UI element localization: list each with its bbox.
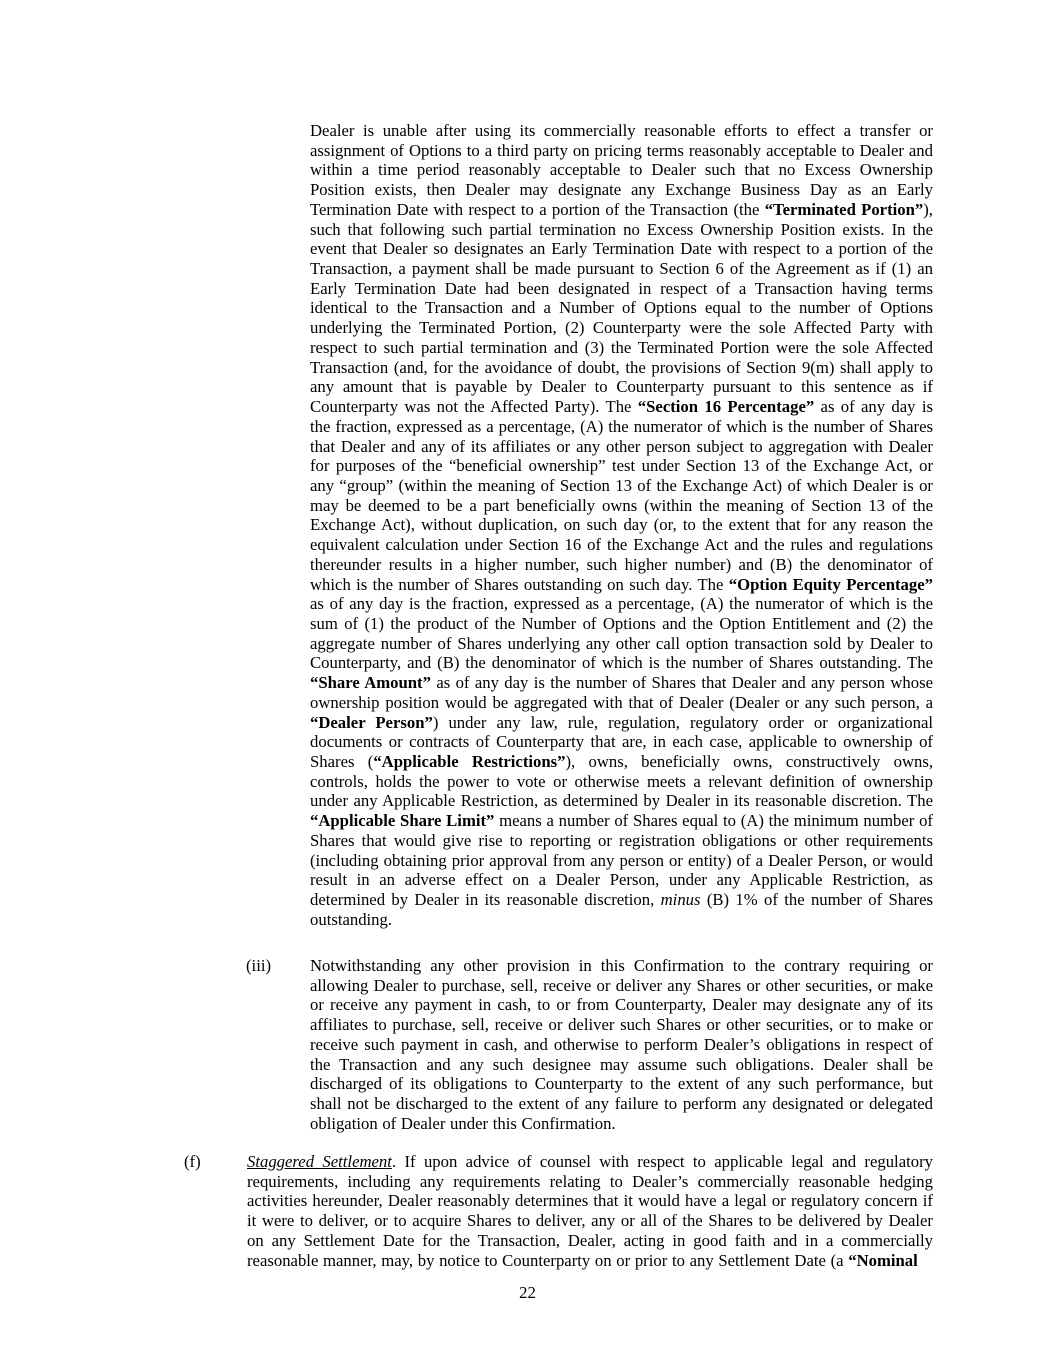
- text-segment: “Nominal: [848, 1250, 918, 1270]
- text-segment: minus: [660, 890, 701, 910]
- text-segment: . If upon advice of counsel with respect to applicable legal and regulatory requirements, including any requirements relating to Dealer’s commercially reasonable hedging activities hereunder, Dealer reasonably determines that it would have a legal or regulatory concern if it were to deliver, or to acquire Shares to deliver, any or all of the Shares to be delivered by Dealer on any Settlement Date for the Transaction, Dealer, acting in good faith and in a commercially reasonable manner, may, by notice to Counterparty on or prior to any Settlement Date (a: [247, 1152, 933, 1270]
- page-number: 22: [519, 1283, 536, 1302]
- text-segment: “Applicable Share Limit”: [310, 811, 495, 831]
- text-segment: as of any day is the fraction, expressed as a percentage, (A) the numerator of which is the number of Shares that Dealer and any of its affiliates or any other person subject to aggregation with Dealer for purposes of the “beneficial ownership” test under Section 13 of the Exchange Act, or any “group” (within the meaning of Section 13 of the Exchange Act) of which Dealer is or may be deemed to be a part beneficially owns (within the meaning of Section 13 of the Exchange Act), without duplication, on such day (or, to the extent that for any reason the equivalent calculation under Section 16 of the Exchange Act and the rules and regulations thereunder results in a higher number, such higher number) and (B) the denominator of which is the number of Shares outstanding on such day. The: [310, 397, 933, 594]
- paragraph-termination-definitions: [310, 121, 933, 929]
- text-segment: ), such that following such partial termination no Excess Ownership Position exists. In the event that Dealer so designates an Early Termination Date with respect to a portion of the Transaction, a payment shall be made pursuant to Section 6 of the Agreement as if (1) an Early Termination Date had been designated in respect of a Transaction having terms identical to the Transaction and a Number of Options equal to the number of Options underlying the Terminated Portion, (2) Counterparty were the sole Affected Party with respect to such partial termination and (3) the Terminated Portion were the sole Affected Transaction (and, for the avoidance of doubt, the provisions of Section 9(m) shall apply to any amount that is payable by Dealer to Counterparty pursuant to this sentence as if Counterparty was not the Affected Party). The: [310, 199, 933, 417]
- text-segment: “Applicable Restrictions”: [373, 752, 566, 771]
- list-marker-iii: (iii): [246, 956, 272, 975]
- text-segment: ) under any law, rule, regulation, regulatory order or organizational documents or contracts of Counterparty that are, in each case, applicable to ownership of Shares (: [310, 712, 933, 771]
- text-segment: Notwithstanding any other provision in this Confirmation to the contrary requiring or allowing Dealer to purchase, sell, receive or deliver any Shares or other securities, or make or receive any payment in cash, to or from Counterparty, Dealer may designate any of its affiliates to purchase, sell, receive or deliver such Shares or other securities, or to make or receive such payment in cash, and otherwise to perform Dealer’s obligations in respect of the Transaction and any such designee may assume such obligations. Dealer shall be discharged of its obligations to Counterparty to the extent of any such performance, but shall not be discharged to the extent of any failure to perform any designated or delegated obligation of Dealer under this Confirmation.: [310, 956, 933, 1133]
- text-segment: as of any day is the fraction, expressed as a percentage, (A) the numerator of which is the sum of (1) the product of the Number of Options and the Option Entitlement and (2) the aggregate number of Shares underlying any other call option transaction sold by Dealer to Counterparty, and (B) the denominator of which is the number of Shares outstanding. The: [310, 594, 933, 673]
- list-marker-f: (f): [184, 1152, 201, 1171]
- text-segment: Dealer is unable after using its commercially reasonable efforts to effect a transfer or assignment of Options to a third party on pricing terms reasonably acceptable to Dealer and within a time period reasonably acceptable to Dealer such that no Excess Ownership Position exists, then Dealer may designate any Exchange Business Day as an Early Termination Date with respect to a portion of the Transaction (the: [310, 121, 933, 219]
- text-segment: (B) 1% of the number of Shares outstanding.: [310, 890, 933, 929]
- text-segment: “Option Equity Percentage”: [728, 574, 933, 594]
- paragraph-designee-provision: [310, 956, 933, 1133]
- text-segment: means a number of Shares equal to (A) the minimum number of Shares that would give rise to reporting or registration obligations or other requirements (including obtaining prior approval from any person or entity) of a Dealer Person, or would result in an adverse effect on a Dealer Person, under any Applicable Restriction, as determined by Dealer in its reasonable discretion,: [310, 811, 933, 910]
- text-segment: ), owns, beneficially owns, constructively owns, controls, holds the power to vote or otherwise meets a relevant definition of ownership under any Applicable Restriction, as determined by Dealer in its reasonable discretion. The: [310, 752, 934, 811]
- paragraph-staggered-settlement: [247, 1152, 933, 1270]
- text-segment: “Terminated Portion”: [764, 199, 924, 219]
- text-segment: “Share Amount”: [310, 673, 431, 693]
- text-segment: “Section 16 Percentage”: [637, 397, 815, 417]
- text-segment: Staggered Settlement: [247, 1152, 392, 1171]
- text-segment: as of any day is the number of Shares that Dealer and any person whose ownership position would be aggregated with that of Dealer (Dealer or any such person, a: [310, 673, 933, 712]
- text-segment: “Dealer Person”: [310, 712, 433, 732]
